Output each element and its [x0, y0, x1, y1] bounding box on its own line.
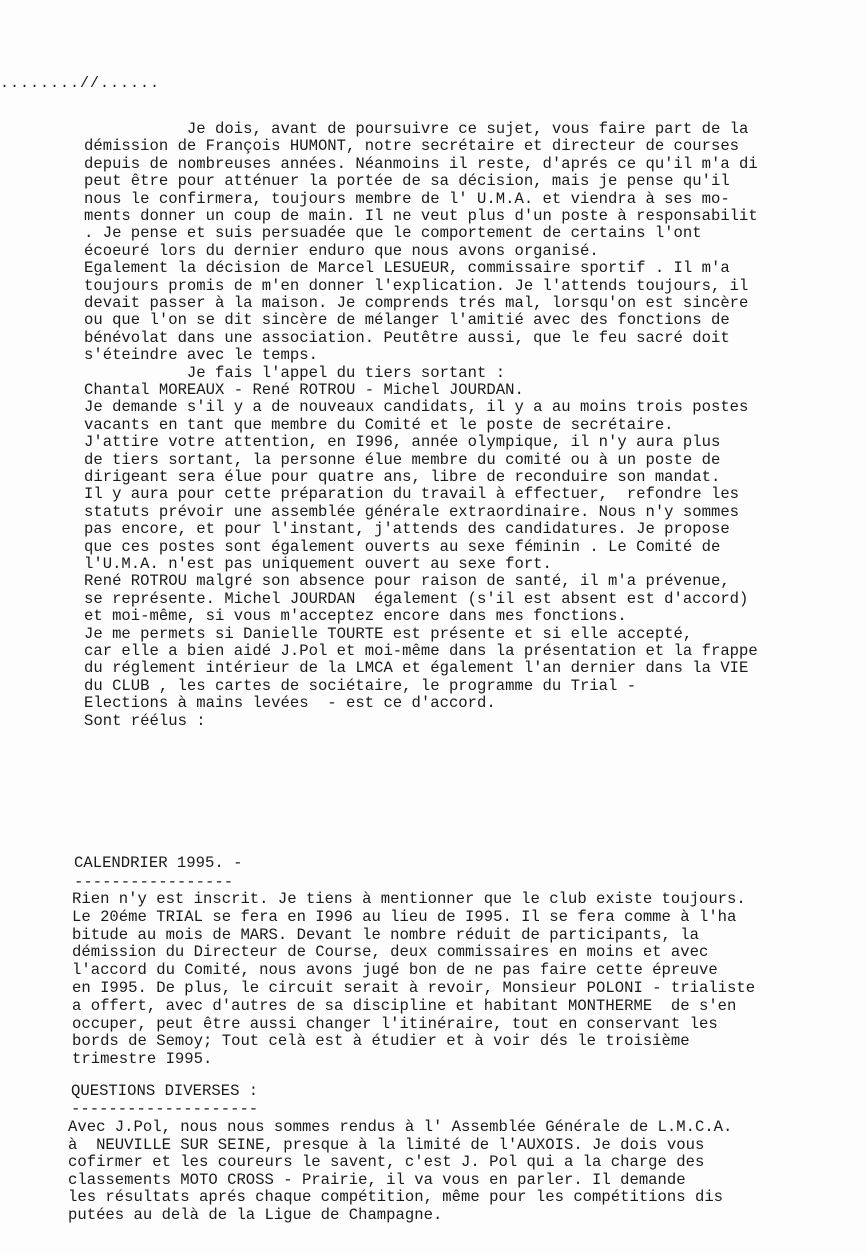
text-line: les résultats aprés chaque compétition, même pour les compétitions dis: [68, 1189, 724, 1207]
text-line: démission de François HUMONT, notre secrétaire et directeur de courses: [84, 138, 740, 156]
calendrier-heading: CALENDRIER 1995. -: [74, 854, 243, 872]
text-line: depuis de nombreuses années. Néanmoins il reste, d'aprés ce qu'il m'a di: [84, 155, 758, 173]
text-line: statuts prévoir une assemblée générale extraordinaire. Nous n'y sommes: [84, 503, 740, 521]
text-line: putées au delà de la Ligue de Champagne.: [68, 1207, 443, 1224]
text-line: Rien n'y est inscrit. Je tiens à mentionner que le club existe toujours.: [72, 891, 746, 908]
text-line: classements MOTO CROSS - Prairie, il va vous en parler. Il demande: [68, 1171, 686, 1189]
text-line: Chantal MOREAUX - René ROTROU - Michel JOURDAN.: [84, 382, 524, 399]
text-line: l'U.M.A. n'est pas uniquement ouvert au sexe fort.: [84, 556, 552, 573]
text-line: ments donner un coup de main. Il ne veut plus d'un poste à responsabilit: [84, 208, 758, 225]
text-line: bénévolat dans une association. Peutêtre aussi, que le feu sacré doit: [84, 329, 730, 347]
text-line: Je fais l'appel du tiers sortant :: [84, 364, 506, 382]
text-line: car elle a bien aidé J.Pol et moi-même dans la présentation et la frappe: [84, 643, 758, 660]
text-line: Sont réélus :: [84, 712, 206, 730]
text-line: écoeuré lors du dernier enduro que nous avons organisé.: [84, 242, 599, 260]
text-line: . Je pense et suis persuadée que le comportement de certains l'ont: [84, 225, 702, 243]
text-line: et moi-même, si vous m'acceptez encore dans mes fonctions.: [84, 608, 627, 626]
text-line: vacants en tant que membre du Comité et le poste de secrétaire.: [84, 416, 674, 434]
text-line: bords de Semoy; Tout celà est à étudier et à voir dés le troisième: [72, 1033, 690, 1051]
text-line: nous le confirmera, toujours membre de l' U.M.A. et viendra à ses mo-: [84, 190, 730, 208]
continuation-marker: ........//......: [0, 75, 161, 92]
text-line: René ROTROU malgré son absence pour raison de santé, il m'a prévenue,: [84, 573, 730, 591]
text-line: Avec J.Pol, nous nous sommes rendus à l' Assemblée Générale de L.M.C.A.: [68, 1119, 733, 1136]
questions-underline: --------------------: [71, 1101, 259, 1118]
text-line: que ces postes sont également ouverts au sexe féminin . Le Comité de: [84, 538, 721, 556]
text-line: toujours promis de m'en donner l'explication. Je l'attends toujours, il: [84, 277, 749, 295]
text-line: Le 20éme TRIAL se fera en I996 au lieu de I995. Il se fera comme à l'ha: [72, 908, 737, 926]
text-line: dirigeant sera élue pour quatre ans, libre de reconduire son mandat.: [84, 469, 721, 486]
text-line: du CLUB , les cartes de sociétaire, le programme du Trial -: [84, 677, 637, 695]
text-line: devait passer à la maison. Je comprends trés mal, lorsqu'on est sincère: [84, 295, 749, 312]
text-line: trimestre I995.: [72, 1051, 213, 1069]
text-line: ou que l'on se dit sincère de mélanger l'amitié avec des fonctions de: [84, 312, 730, 330]
text-line: pas encore, et pour l'instant, j'attends des candidatures. Je propose: [84, 521, 730, 539]
text-line: s'éteindre avec le temps.: [84, 347, 318, 365]
text-line: de tiers sortant, la personne élue membre du comité ou à un poste de: [84, 451, 721, 469]
text-line: Je demande s'il y a de nouveaux candidats, il y a au moins trois postes: [84, 399, 749, 417]
questions-heading: QUESTIONS DIVERSES :: [71, 1082, 259, 1100]
text-line: cofirmer et les coureurs le savent, c'est J. Pol qui a la charge des: [68, 1154, 705, 1172]
text-line: en I995. De plus, le circuit serait à revoir, Monsieur POLONI - trialiste: [72, 980, 756, 997]
text-line: Egalement la décision de Marcel LESUEUR, commissaire sportif . Il m'a: [84, 260, 730, 278]
text-line: occuper, peut être aussi changer l'itinéraire, tout en conservant les: [72, 1015, 718, 1033]
text-line: Elections à mains levées - est ce d'accord.: [84, 695, 496, 713]
text-line: démission du Directeur de Course, deux commissaires en moins et avec: [72, 944, 709, 962]
text-line: l'accord du Comité, nous avons jugé bon de ne pas faire cette épreuve: [72, 962, 718, 980]
text-line: a offert, avec d'autres de sa discipline et habitant MONTHERME de s'en: [72, 997, 737, 1015]
text-line: Je me permets si Danielle TOURTE est présente et si elle accepté,: [84, 625, 693, 643]
calendrier-underline: -----------------: [74, 874, 234, 891]
text-line: du réglement intérieur de la LMCA et également l'an dernier dans la VIE: [84, 660, 749, 678]
text-line: se représente. Michel JOURDAN également (s'il est absent est d'accord): [84, 590, 749, 608]
text-line: Il y aura pour cette préparation du travail à effectuer, refondre les: [84, 486, 740, 504]
text-line: à NEUVILLE SUR SEINE, presque à la limité de l'AUXOIS. Je dois vous: [68, 1136, 705, 1154]
text-line: bitude au mois de MARS. Devant le nombre réduit de participants, la: [72, 926, 699, 944]
text-line: Je dois, avant de poursuivre ce sujet, vous faire part de la: [84, 121, 749, 138]
text-line: J'attire votre attention, en I996, année olympique, il n'y aura plus: [84, 434, 721, 452]
text-line: peut être pour atténuer la portée de sa décision, mais je pense qu'il: [84, 173, 730, 191]
